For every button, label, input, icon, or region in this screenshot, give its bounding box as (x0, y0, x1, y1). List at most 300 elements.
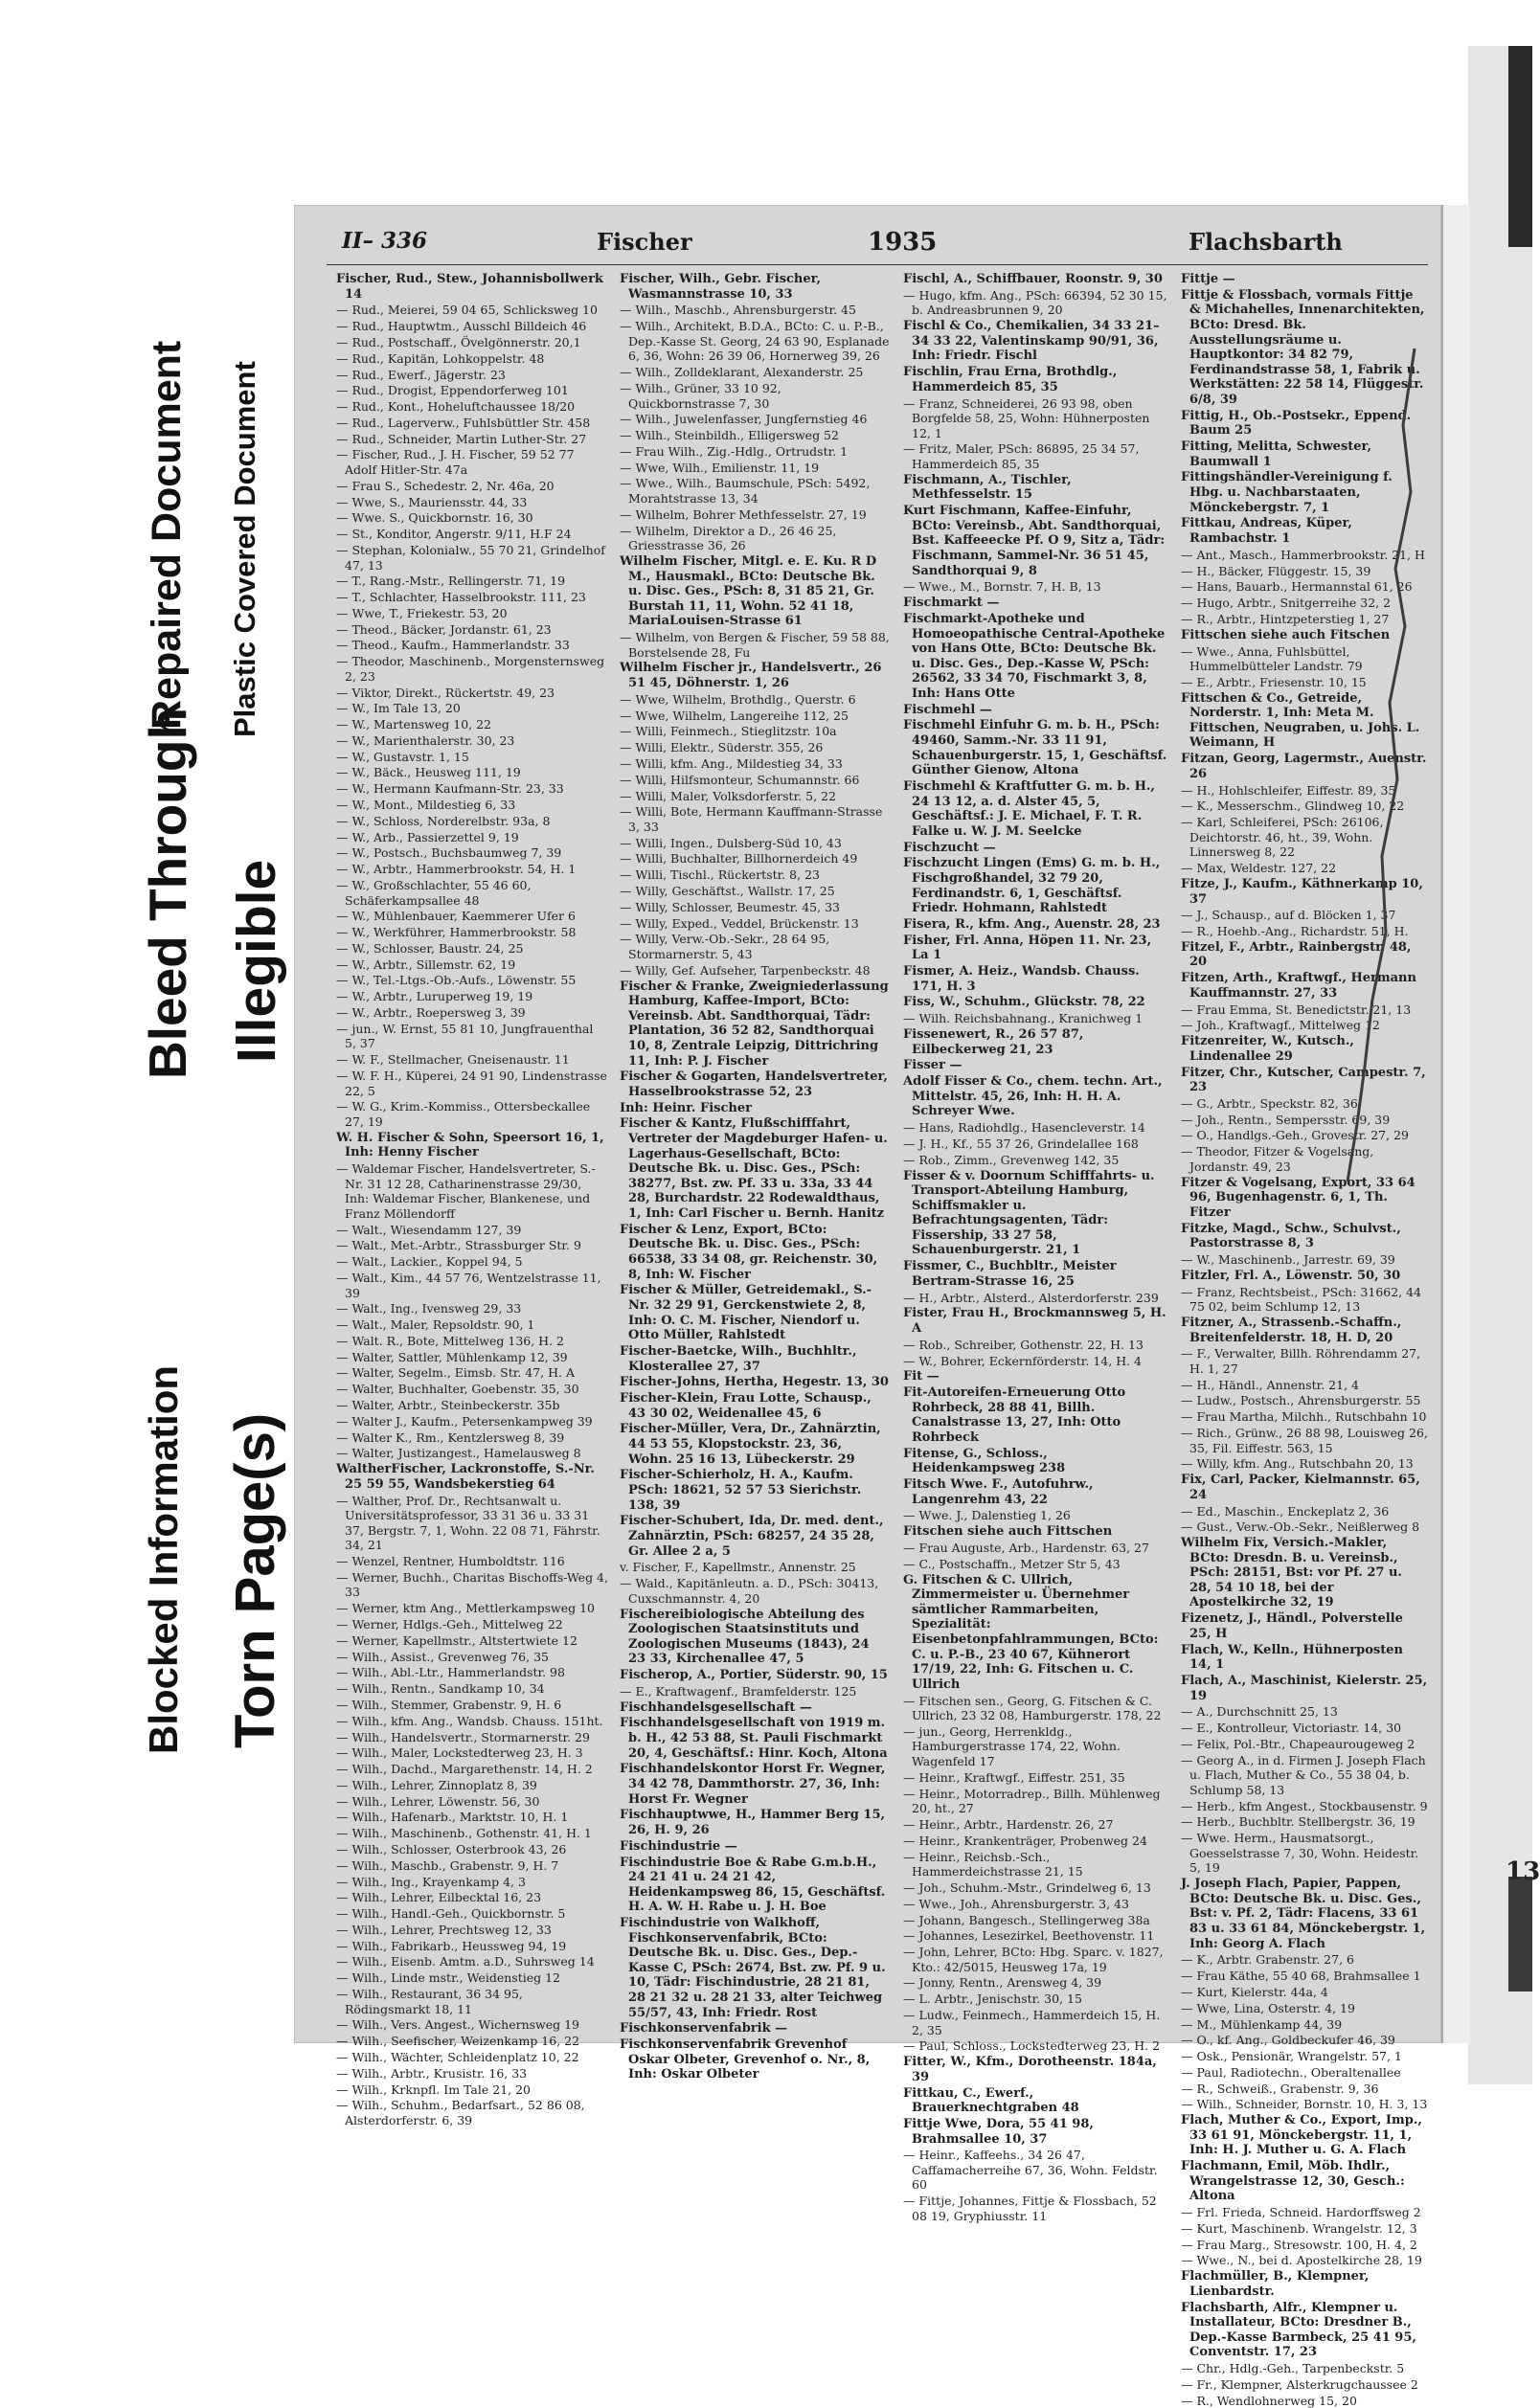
directory-entry: — Franz, Schneiderei, 26 93 98, oben Borgfelde 58, 25, Wohn: Hühnerposten 12, 1 (903, 395, 1150, 440)
directory-entry: — Hugo, kfm. Ang., PSch: 66394, 52 30 15, b. Andreasbrunnen 9, 20 (903, 287, 1167, 318)
directory-entry: Fischzucht Lingen (Ems) G. m. b. H., Fischgroßhandel, 32 79 20, Ferdinandstr. 6, 1, Geschäftsf. Friedr. Hohmann, Rahlstedt (903, 856, 1161, 916)
directory-entry: — W., Martensweg 10, 22 (336, 717, 491, 732)
directory-entry: — Heinr., Motorradrep., Billh. Mühlenweg 20, ht., 27 (903, 1786, 1161, 1816)
directory-entry: — Wilh., Maschb., Grabenstr. 9, H. 7 (336, 1857, 559, 1873)
directory-entry: — Willy, kfm. Ang., Rutschbahn 20, 13 (1181, 1456, 1414, 1472)
directory-entry: Fisser & v. Doornum Schifffahrts- u. Transport-Abteilung Hamburg, Schiffsmakler u. Befrachtungsagenten, Tädr: Fissership, 33 27 58, Schauenburgerstr. 21, 1 (903, 1168, 1155, 1258)
directory-entry: — Wilh., Schuhm., Bedarfsart., 52 86 08, Alsterdorferstr. 6, 39 (336, 2098, 585, 2127)
directory-entry: — R., Hoehb.-Ang., Richardstr. 51, H. (1181, 924, 1409, 939)
directory-entry: — Franz, Rechtsbeist., PSch: 31662, 44 75 02, beim Schlump 12, 13 (1181, 1284, 1422, 1315)
directory-entry: Fischmehl — (903, 702, 992, 717)
directory-entry: — Wilh., Hafenarb., Marktstr. 10, H. 1 (336, 1810, 569, 1825)
directory-entry: — W. G., Krim.-Kommiss., Ottersbeckallee 27, 19 (336, 1099, 591, 1129)
directory-entry: — Karl, Schleiferei, PSch: 26106, Deichtorstr. 46, ht., 39, Wohn. Linnersweg 8, 22 (1181, 815, 1384, 860)
directory-entry: — Wilh., Lehrer, Löwenstr. 56, 30 (336, 1793, 540, 1809)
directory-entry: — Wwe, Wilhelm, Langereihe 112, 25 (620, 708, 849, 723)
directory-entry: — T., Rang.-Mstr., Rellingerstr. 71, 19 (336, 574, 566, 589)
directory-entry: — Willi, Tischl., Rückertstr. 8, 23 (620, 867, 820, 883)
directory-entry: Fischhandelsgesellschaft — (620, 1699, 812, 1715)
directory-entry: — Rich., Grünw., 26 88 98, Louisweg 26, 35, Fil. Eiffestr. 563, 15 (1181, 1426, 1428, 1455)
directory-entry: — W., Maschinenb., Jarrestr. 69, 39 (1181, 1251, 1395, 1267)
directory-entry: — Fittje, Johannes, Fittje & Flossbach, 52 08 19, Gryphiusstr. 11 (903, 2194, 1157, 2223)
label-repaired-document: Repaired Document (144, 340, 190, 730)
directory-entry: — Wilh., Ing., Krayenkamp 4, 3 (336, 1874, 526, 1889)
directory-entry: — Wilh., Restaurant, 36 34 95, Rödingsmarkt 18, 11 (336, 1987, 523, 2016)
directory-entry: — Theodor, Maschinenb., Morgensternsweg 2, 23 (336, 654, 605, 684)
directory-entry: — E., Arbtr., Friesenstr. 10, 15 (1181, 674, 1367, 689)
directory-entry: Fischer-Johns, Hertha, Hegestr. 13, 30 (620, 1375, 889, 1390)
directory-entry: Fischer & Franke, Zweigniederlassung Hamburg, Kaffee-Import, BCto: Vereinsb. Abt. Sandthorquai, Tädr: Plantation, 36 52 82, Sandthorquai 10, 8, Zentrale Leipzig, Dittrichring 11, Inh: P. J. Fischer (620, 979, 889, 1069)
directory-entry: — K., Messerschm., Glindweg 10, 22 (1181, 799, 1405, 814)
directory-entry: Fitzke, Magd., Schw., Schulvst., Pastorstrasse 8, 3 (1181, 1221, 1401, 1251)
directory-entry: — R., Schweiß., Grabenstr. 9, 36 (1181, 2081, 1379, 2096)
header-year: 1935 (868, 228, 938, 257)
directory-entry: — Wwe, Lina, Osterstr. 4, 19 (1181, 2000, 1355, 2015)
directory-entry: — Wilhelm, Direktor a D., 26 46 25, Griesstrasse 36, 26 (620, 523, 837, 553)
directory-entry: Fischindustrie Boe & Rabe G.m.b.H., 24 21 41 u. 24 21 42, Heidenkampsweg 86, 15, Geschäftsf. H. A. W. H. Rabe u. J. H. Boe (620, 1855, 886, 1915)
directory-entry: — Ed., Maschin., Enckeplatz 2, 36 (1181, 1503, 1390, 1519)
directory-entry: — H., Bäcker, Flüggestr. 15, 39 (1181, 563, 1371, 578)
directory-entry: — Frl. Frieda, Schneid. Hardorffsweg 2 (1181, 2205, 1421, 2220)
directory-entry: — Werner, Kapellmstr., Altstertwiete 12 (336, 1632, 578, 1648)
directory-entry: Wilhelm Fischer jr., Handelsvertr., 26 51 45, Döhnerstr. 1, 26 (620, 661, 882, 691)
directory-entry: — Wwe, Wilh., Emilienstr. 11, 19 (620, 460, 820, 475)
directory-entry: — Heinr., Reichsb.-Sch., Hammerdeichstrasse 21, 15 (903, 1849, 1083, 1879)
directory-entry: — Wenzel, Rentner, Humboldtstr. 116 (336, 1554, 565, 1569)
directory-entry: — Rud., Drogist, Eppendorferweg 101 (336, 383, 569, 398)
directory-entry: — W., Marienthalerstr. 30, 23 (336, 732, 515, 748)
directory-entry: — John, Lehrer, BCto: Hbg. Sparc. v. 1827, Kto.: 42/5015, Heusweg 17a, 19 (903, 1945, 1164, 1974)
directory-entry: — L. Arbtr., Jenischstr. 30, 15 (903, 1992, 1082, 2007)
directory-entry: — Rud., Kont., Hoheluftchaussee 18/20 (336, 399, 576, 415)
directory-entry: — Wilh., Vers. Angest., Wichernsweg 19 (336, 2017, 580, 2033)
directory-entry: Fittschen siehe auch Fitschen (1181, 627, 1391, 642)
directory-entry: Flach, W., Kelln., Hühnerposten 14, 1 (1181, 1642, 1403, 1673)
directory-entry: — Theodor, Fitzer & Vogelsang, Jordanstr. 49, 23 (1181, 1144, 1374, 1174)
directory-entry: Fitzenreiter, W., Kutsch., Lindenallee 29 (1181, 1034, 1354, 1064)
directory-entry: — Willi, Maler, Volksdorferstr. 5, 22 (620, 788, 836, 803)
directory-entry: — Frau Käthe, 55 40 68, Brahmsallee 1 (1181, 1969, 1421, 1984)
directory-entry: — Theod., Bäcker, Jordanstr. 61, 23 (336, 621, 552, 637)
directory-entry: Fischer & Gogarten, Handelsvertreter, Hasselbrookstrasse 52, 23 (620, 1069, 888, 1099)
directory-entry: — Frau Wilh., Zig.-Hdlg., Ortrudstr. 1 (620, 443, 849, 459)
directory-entry: — W., Tel.-Ltgs.-Ob.-Aufs., Löwenstr. 55 (336, 973, 577, 988)
directory-entry: — W., Werkführer, Hammerbrookstr. 58 (336, 925, 577, 940)
directory-entry: Kurt Fischmann, Kaffee-Einfuhr, BCto: Vereinsb., Abt. Sandthorquai, Bst. Kaffeeecke Pf. O 9, Sitz a, Tädr: Fischmann, Sammel-Nr. 36 51 45, Sandthorquai 9, 8 (903, 504, 1166, 578)
directory-entry: — Kurt, Maschinenb. Wrangelstr. 12, 3 (1181, 2220, 1417, 2236)
directory-entry: — Rud., Lagerverw., Fuhlsbüttler Str. 458 (336, 415, 591, 430)
directory-entry: — Hans, Bauarb., Hermannstal 61, 26 (1181, 579, 1413, 595)
directory-entry: — Wwe., M., Bornstr. 7, H. B, 13 (903, 579, 1101, 595)
directory-entry: Fischl, A., Schiffbauer, Roonstr. 9, 30 (903, 272, 1163, 286)
directory-entry: — Chr., Hdlg.-Geh., Tarpenbeckstr. 5 (1181, 2361, 1405, 2376)
directory-entry: — E., Kraftwagenf., Bramfelderstr. 125 (620, 1683, 857, 1699)
directory-entry: Fitense, G., Schloss., Heidenkampsweg 238 (903, 1446, 1066, 1476)
directory-entry: Fitzer, Chr., Kutscher, Campestr. 7, 23 (1181, 1065, 1426, 1095)
scanned-page (294, 205, 1441, 2408)
header-first-name: Fischer (597, 228, 692, 256)
directory-entry: Fischmehl & Kraftfutter G. m. b. H., 24 13 12, a. d. Alster 45, 5, Geschäftsf.: J. E. Michael, F. T. R. Falke u. W. J. M. Seelcke (903, 779, 1155, 839)
directory-entry: Fitzan, Georg, Lagermstr., Auenstr. 26 (1181, 752, 1427, 781)
directory-entry: Fitzner, A., Strassenb.-Schaffn., Breitenfelderstr. 18, H. D, 20 (1181, 1315, 1402, 1345)
directory-entry: — Osk., Pensionär, Wrangelstr. 57, 1 (1181, 2049, 1402, 2064)
directory-entry: Fischmarkt — (903, 596, 1000, 611)
directory-entry: Wilhelm Fix, Versich.-Makler, BCto: Dresdn. B. u. Vereinsb., PSch: 28151, Bst: vor Pf. 27 u. 28, 54 10 18, bei der Apostelkirche 32, 19 (1181, 1536, 1402, 1610)
directory-entry: — W., Schloss, Norderelbstr. 93a, 8 (336, 813, 551, 828)
label-plastic-covered-document: Plastic Covered Document (228, 361, 261, 737)
directory-entry: — Wwe., N., bei d. Apostelkirche 28, 19 (1181, 2253, 1422, 2268)
label-torn-pages: Torn Page(s) (224, 1412, 286, 1748)
directory-entry: — Walter, Arbtr., Steinbeckerstr. 35b (336, 1398, 560, 1413)
directory-entry: Fischhandelsgesellschaft von 1919 m. b. H., 42 53 88, St. Pauli Fischmarkt 20, 4, Geschäftsf.: Hinr. Koch, Altona (620, 1716, 888, 1761)
directory-entry: — Wilh., Fabrikarb., Heussweg 94, 19 (336, 1938, 567, 1953)
directory-entry: — Wilh., Schneider, Bornstr. 10, H. 3, 13 (1181, 2097, 1428, 2112)
directory-entry: Fister, Frau H., Brockmannsweg 5, H. A (903, 1306, 1166, 1336)
directory-entry: — Frau S., Schedestr. 2, Nr. 46a, 20 (336, 478, 555, 493)
directory-entry: Fittig, H., Ob.-Postsekr., Eppend. Baum 25 (1181, 408, 1412, 439)
directory-entry: — Wilhelm, Bohrer Methfesselstr. 27, 19 (620, 506, 867, 522)
directory-entry: Fit-Autoreifen-Erneuerung Otto Rohrbeck, 28 88 41, Billh. Canalstrasse 13, 27, Inh: Otto Rohrbeck (903, 1385, 1126, 1445)
directory-entry: — St., Konditor, Angerstr. 9/11, H.F 24 (336, 527, 572, 542)
directory-entry: — W., Gustavstr. 1, 15 (336, 749, 469, 764)
directory-entry: — Heinr., Kaffeehs., 34 26 47, Caffamacherreihe 67, 36, Wohn. Feldstr. 60 (903, 2148, 1158, 2193)
directory-entry: — Wwe, Wilhelm, Brothdlg., Querstr. 6 (620, 691, 856, 707)
page-number: II– 336 (342, 228, 428, 254)
directory-entry: — Wilh., Schlosser, Osterbrook 43, 26 (336, 1841, 567, 1857)
directory-entry: — Walt., Met.-Arbtr., Strassburger Str. 9 (336, 1238, 581, 1253)
directory-entry: — Willy, Verw.-Ob.-Sekr., 28 64 95, Stormarnerstr. 5, 43 (620, 932, 830, 961)
directory-entry: Fischer-Schubert, Ida, Dr. med. dent., Zahnärztin, PSch: 68257, 24 35 28, Gr. Allee 2 a, 5 (620, 1514, 884, 1559)
directory-entry: — J. H., Kf., 55 37 26, Grindelallee 168 (903, 1136, 1139, 1151)
directory-entry: — Paul, Radiotechn., Oberaltenallee (1181, 2064, 1401, 2080)
directory-entry: Fischl & Co., Chemikalien, 34 33 21–34 33 22, Valentinskamp 90/91, 36, Inh: Friedr. Fischl (903, 319, 1160, 364)
directory-entry: — M., Mühlenkamp 44, 39 (1181, 2016, 1343, 2032)
directory-entry: — W. F. H., Küperei, 24 91 90, Lindenstrasse 22, 5 (336, 1068, 607, 1098)
directory-entry: — Wilh., Lehrer, Prechtsweg 12, 33 (336, 1922, 552, 1937)
directory-entry: — Wwe, S., Mauriensstr. 44, 33 (336, 494, 528, 509)
directory-entry: — Walter K., Rm., Kentzlersweg 8, 39 (336, 1429, 565, 1445)
directory-entry: — A., Durchschnitt 25, 13 (1181, 1704, 1338, 1720)
header-last-name: Flachsbarth (1189, 228, 1343, 256)
directory-entry: Fit — (903, 1369, 940, 1384)
directory-entry: — Wwe. S., Quickbornstr. 16, 30 (336, 510, 533, 526)
directory-entry: Fisera, R., kfm. Ang., Auenstr. 28, 23 (903, 916, 1161, 932)
directory-entry: — Herb., Buchbltr. Stellbergstr. 36, 19 (1181, 1814, 1415, 1830)
directory-entry: Fischkonservenfabrik Grevenhof Oskar Olbeter, Grevenhof o. Nr., 8, Inh: Oskar Olbeter (620, 2037, 871, 2082)
directory-entry: Fischindustrie von Walkhoff, Fischkonservenfabrik, BCto: Deutsche Bk. u. Disc. Ges., Dep.-Kasse C, PSch: 2674, Bst. zw. Pf. 9 u. 10, Tädr: Fischindustrie, 28 21 81, 28 21 32 u. 28 21 33, alter Teichweg 55/57, 43, Inh: Friedr. Rost (620, 1916, 886, 2020)
directory-entry: Fischmehl Einfuhr G. m. b. H., PSch: 49460, Samm.-Nr. 33 11 91, Schauenburgerstr. 15, 1, Geschäftsf. Günther Gienow, Altona (903, 718, 1167, 778)
directory-entry: — Rob., Zimm., Grevenweg 142, 35 (903, 1152, 1120, 1167)
directory-entry: — Walt., Ing., Ivensweg 29, 33 (336, 1301, 522, 1317)
directory-entry: — Max, Weldestr. 127, 22 (1181, 861, 1337, 876)
directory-entry: Fitzen, Arth., Kraftwgf., Hermann Kauffmannstr. 27, 33 (1181, 971, 1416, 1001)
directory-entry: Flachsbarth, Alfr., Klempner u. Installateur, BCto: Dresdner B., Dep.-Kasse Barmbeck, 25 41 95, Conventstr. 17, 23 (1181, 2300, 1416, 2360)
directory-entry: — Walt., Kim., 44 57 76, Wentzelstrasse 11, 39 (336, 1270, 601, 1300)
directory-entry: — Johannes, Lesezirkel, Beethovenstr. 11 (903, 1928, 1155, 1944)
directory-entry: — W., Postsch., Buchsbaumweg 7, 39 (336, 845, 562, 861)
directory-entry: — Willi, Ingen., Dulsberg-Süd 10, 43 (620, 835, 842, 850)
directory-entry: — Hans, Radiohdlg., Hasencleverstr. 14 (903, 1120, 1145, 1136)
directory-entry: — Willi, Bote, Hermann Kauffmann-Strasse 3, 33 (620, 804, 883, 834)
directory-entry: — Willi, Feinmech., Stieglitzstr. 10a (620, 724, 837, 739)
directory-entry: — Paul, Schloss., Lockstedterweg 23, H. 2 (903, 2038, 1161, 2054)
directory-entry: — Jonny, Rentn., Arensweg 4, 39 (903, 1975, 1102, 1991)
directory-entry: — jun., W. Ernst, 55 81 10, Jungfrauenthal 5, 37 (336, 1021, 594, 1051)
directory-entry: — Wilh., Zolldeklarant, Alexanderstr. 25 (620, 365, 864, 380)
directory-entry: — T., Schlachter, Hasselbrookstr. 111, 23 (336, 590, 586, 605)
directory-entry: — Wwe., Wilh., Baumschule, PSch: 5492, Morahtstrasse 13, 34 (620, 476, 871, 506)
directory-entry: — Walter, Sattler, Mühlenkamp 12, 39 (336, 1349, 568, 1364)
directory-entry: — Walt. R., Bote, Mittelweg 136, H. 2 (336, 1333, 564, 1348)
directory-entry: — E., Kontrolleur, Victoriastr. 14, 30 (1181, 1721, 1402, 1736)
directory-entry: Fitter, W., Kfm., Dorotheenstr. 184a, 39 (903, 2055, 1157, 2084)
directory-entry: Fischer & Müller, Getreidemakl., S.-Nr. 32 29 91, Gerckenstwiete 2, 8, Inh: O. C. M. Fischer, Niendorf u. Otto Müller, Rahlstedt (620, 1283, 872, 1343)
edge-page-number: 13 (1506, 1857, 1540, 1886)
directory-entry: — Heinr., Krankenträger, Probenweg 24 (903, 1833, 1147, 1848)
page-fold-strip (1441, 205, 1470, 2043)
directory-entry: — Kurt, Kielerstr. 44a, 4 (1181, 1984, 1328, 1999)
tear-crack (294, 205, 1441, 2043)
directory-entry: Fittschen & Co., Getreide, Norderstr. 1, Inh: Meta M. Fittschen, Neugraben, u. Johs. L. Weimann, H (1181, 690, 1420, 751)
directory-entry: W. H. Fischer & Sohn, Speersort 16, 1, Inh: Henny Fischer (336, 1130, 604, 1160)
directory-entry: — O., Handlgs.-Geh., Grovestr. 27, 29 (1181, 1128, 1409, 1143)
directory-entry: — W., Schlosser, Baustr. 24, 25 (336, 940, 524, 956)
directory-entry: — Wwe., Joh., Ahrensburgerstr. 3, 43 (903, 1896, 1129, 1911)
directory-entry: — Herb., kfm Angest., Stockbausenstr. 9 (1181, 1798, 1428, 1813)
directory-entry: Fisser — (903, 1058, 962, 1073)
directory-entry: — Wwe, T., Friekestr. 53, 20 (336, 605, 508, 620)
directory-entry: — Walt., Wiesendamm 127, 39 (336, 1222, 522, 1237)
directory-entry: — Wilhelm, von Bergen & Fischer, 59 58 88, Borstelsende 28, Fu (620, 630, 890, 660)
directory-entry: Fischhauptwwe, H., Hammer Berg 15, 26, H. 9, 26 (620, 1808, 886, 1837)
directory-entry: J. Joseph Flach, Papier, Pappen, BCto: Deutsche Bk. u. Disc. Ges., Bst: v. Pf. 2, Tädr: Flacens, 33 61 83 u. 33 61 84, Mönckebergstr. 1, Inh: Georg A. Flach (1181, 1877, 1426, 1951)
directory-entry: Fischer-Schierholz, H. A., Kaufm. PSch: 18621, 52 57 53 Sierichstr. 138, 39 (620, 1468, 862, 1513)
directory-entry: — Frau Martha, Milchh., Rutschbahn 10 (1181, 1409, 1427, 1425)
directory-entry: G. Fitschen & C. Ullrich, Zimmermeister u. Übernehmer sämtlicher Rammarbeiten, Spezialität: Eisenbetonpfahlrammungen, BCto: C. u. P.-B., 23 40 67, Kühnerort 17/19, 22, Inh: G. Fitschen u. C. Ullrich (903, 1572, 1159, 1692)
directory-entry: — Walter, Justizangest., Hamelausweg 8 (336, 1446, 581, 1461)
directory-entry: — Walter, Segelm., Eimsb. Str. 47, H. A (336, 1365, 575, 1381)
directory-entry: — Wilh., Arbtr., Krusistr. 16, 33 (336, 2065, 528, 2081)
directory-entry: — Rud., Kapitän, Lohkoppelstr. 48 (336, 350, 545, 366)
directory-entry: — W., Großschlachter, 55 46 60, Schäferkampsallee 48 (336, 877, 532, 908)
directory-entry: Fittingshändler-Vereinigung f. Hbg. u. Nachbarstaaten, Mönckebergstr. 7, 1 (1181, 470, 1393, 515)
directory-entry: — Werner, Hdlgs.-Geh., Mittelweg 22 (336, 1617, 563, 1632)
directory-entry: Adolf Fisser & Co., chem. techn. Art., Mittelstr. 45, 26, Inh: H. H. A. Schreyer Wwe. (903, 1074, 1163, 1119)
directory-entry: — W., Arbtr., Roepersweg 3, 39 (336, 1005, 526, 1020)
directory-entry: Fittje — (1181, 272, 1235, 286)
directory-entry: — Wwe., Anna, Fuhlsbüttel, Hummelbütteler Landstr. 79 (1181, 643, 1363, 674)
directory-entry: Flach, A., Maschinist, Kielerstr. 25, 19 (1181, 1674, 1428, 1703)
book-edge (1468, 46, 1532, 2084)
directory-entry: — Wilh., Seefischer, Weizenkamp 16, 22 (336, 2034, 580, 2049)
directory-entry: — W., Arbtr., Luruperweg 19, 19 (336, 989, 533, 1004)
directory-entry: — Ludw., Postsch., Ahrensburgerstr. 55 (1181, 1393, 1421, 1408)
directory-entry: — Heinr., Kraftwgf., Eiffestr. 251, 35 (903, 1769, 1125, 1785)
directory-entry: Fischhandelskontor Horst Fr. Wegner, 34 42 78, Dammthorstr. 27, 36, Inh: Horst Fr. Wegner (620, 1762, 886, 1807)
directory-entry: — Rob., Schreiber, Gothenstr. 22, H. 13 (903, 1337, 1144, 1352)
directory-entry: — Werner, Buchh., Charitas Bischoffs-Weg 4, 33 (336, 1569, 608, 1600)
directory-entry: — Walther, Prof. Dr., Rechtsanwalt u. Universitätsprofessor, 33 31 36 u. 33 31 37, Bergstr. 7, 1, Wohn. 22 08 71, Fährstr. 34, 21 (336, 1493, 600, 1553)
directory-entry: Fismer, A. Heiz., Wandsb. Chauss. 171, H. 3 (903, 964, 1140, 994)
directory-entry: — Rud., Postschaff., Övelgönnerstr. 20,1 (336, 334, 581, 349)
directory-entry: Fitzel, F., Arbtr., Rainbergstr. 48, 20 (1181, 939, 1412, 970)
directory-entry: — jun., Georg, Herrenkldg., Hamburgerstrasse 174, 22, Wohn. Wagenfeld 17 (903, 1723, 1121, 1769)
directory-entry: — W., Bäck., Heusweg 111, 19 (336, 765, 521, 780)
directory-entry: Fisher, Frl. Anna, Höpen 11. Nr. 23, La 1 (903, 933, 1152, 963)
directory-entry: Fischer-Baetcke, Wilh., Buchhltr., Klosterallee 27, 37 (620, 1343, 857, 1374)
directory-entry: — Walter J., Kaufm., Petersenkampweg 39 (336, 1413, 593, 1429)
directory-entry: — H., Händl., Annenstr. 21, 4 (1181, 1377, 1359, 1392)
directory-entry: Fitzler, Frl. A., Löwenstr. 50, 30 (1181, 1268, 1401, 1283)
directory-entry: — W., Im Tale 13, 20 (336, 701, 461, 716)
directory-entry: — Wilh., kfm. Ang., Wandsb. Chauss. 151ht. (336, 1713, 603, 1728)
directory-entry: Fittje Wwe, Dora, 55 41 98, Brahmsallee 10, 37 (903, 2116, 1094, 2147)
directory-entry: — Joh., Schuhm.-Mstr., Grindelweg 6, 13 (903, 1879, 1151, 1895)
directory-entry: — Fr., Klempner, Alsterkrugchaussee 2 (1181, 2376, 1418, 2392)
directory-entry: — Georg A., in d. Firmen J. Joseph Flach u. Flach, Muther & Co., 55 38 04, b. Schlump 58, 13 (1181, 1752, 1426, 1797)
directory-entry: — Rud., Schneider, Martin Luther-Str. 27 (336, 431, 587, 446)
directory-entry: — Werner, ktm Ang., Mettlerkampsweg 10 (336, 1601, 595, 1616)
directory-entry: Fittje & Flossbach, vormals Fittje & Michahelles, Innenarchitekten, BCto: Dresd. Bk. Ausstellungsräume u. Hauptkontor: 34 82 79, Ferdinandstrasse 58, 1, Fabrik u. Werkstätten: 22 58 14, Flüggestr. 6/8, 39 (1181, 287, 1425, 407)
book-edge-shadow-bottom (1508, 1877, 1532, 1992)
directory-entry: — Felix, Pol.-Btr., Chapeaurougeweg 2 (1181, 1736, 1415, 1751)
directory-entry: — Wilh., Architekt, B.D.A., BCto: C. u. P.-B., Dep.-Kasse St. Georg, 24 63 90, Esplanade 6, 36, Wohn: 26 39 06, Hornerweg 39, 26 (620, 319, 890, 364)
directory-entry: — Wilh., Lehrer, Zinnoplatz 8, 39 (336, 1777, 537, 1792)
directory-entry: — R., Arbtr., Hintzpeterstieg 1, 27 (1181, 611, 1390, 626)
directory-entry: — Willi, kfm. Ang., Mildestieg 34, 33 (620, 755, 843, 771)
directory-entry: — Wilh., Maler, Lockstedterweg 23, H. 3 (336, 1745, 583, 1761)
directory-entry: Flach, Muther & Co., Export, Imp., 33 61 91, Mönckebergstr. 11, 1, Inh: H. J. Muther u. G. A. Flach (1181, 2113, 1422, 2158)
directory-entry: Fischer-Müller, Vera, Dr., Zahnärztin, 44 53 55, Klopstockstr. 23, 36, Wohn. 25 16 13, Lübeckerstr. 29 (620, 1422, 881, 1467)
directory-entry: Fizenetz, J., Händl., Polverstelle 25, H (1181, 1611, 1403, 1641)
directory-entry: Fischer, Rud., Stew., Johannisbollwerk 14 (336, 272, 603, 302)
directory-entry: — Wilh., Abl.-Ltr., Hammerlandstr. 98 (336, 1665, 565, 1680)
directory-entry: Fischereibiologische Abteilung des Zoologischen Staatsinstituts und Zoologischen Museums (1843), 24 23 33, Kirchenallee 47, 5 (620, 1607, 870, 1667)
directory-entry: Fischer-Klein, Frau Lotte, Schausp., 43 30 02, Weidenallee 45, 6 (620, 1391, 872, 1421)
directory-entry: — Wilh., Handl.-Geh., Quickbornstr. 5 (336, 1906, 566, 1922)
directory-entry: — Rud., Hauptwtm., Ausschl Billdeich 46 (336, 319, 587, 334)
directory-entry: — Fritz, Maler, PSch: 86895, 25 34 57, Hammerdeich 85, 35 (903, 441, 1140, 472)
book-edge-shadow-top (1508, 46, 1532, 247)
directory-entry: — Wilh., Steinbildh., Elligersweg 52 (620, 428, 839, 443)
directory-entry: — Wilh., Lehrer, Eilbecktal 16, 23 (336, 1890, 542, 1905)
directory-entry: — C., Postschaffn., Metzer Str 5, 43 (903, 1556, 1121, 1571)
directory-entry: — Wilh., Eisenb. Amtm. a.D., Suhrsweg 14 (336, 1954, 595, 1969)
directory-entry: — Wilh., Maschinenb., Gothenstr. 41, H. 1 (336, 1826, 592, 1841)
directory-entry: — Willy, Geschäftst., Wallstr. 17, 25 (620, 884, 835, 899)
directory-entry: — Fischer, Rud., J. H. Fischer, 59 52 77 Adolf Hitler-Str. 47a (336, 447, 575, 477)
directory-entry: — Willy, Gef. Aufseher, Tarpenbeckstr. 48 (620, 962, 871, 978)
directory-entry: — Willi, Hilfsmonteur, Schumannstr. 66 (620, 772, 860, 787)
directory-entry: — Wilh., Juwelenfasser, Jungfernstieg 46 (620, 412, 868, 427)
directory-entry: — Hugo, Arbtr., Snitgerreihe 32, 2 (1181, 596, 1392, 611)
directory-entry: — J., Schausp., auf d. Blöcken 1, 37 (1181, 908, 1396, 923)
directory-entry: Fischer & Kantz, Flußschifffahrt, Vertreter der Magdeburger Hafen- u. Lagerhaus-Gesellschaft, BCto: Deutsche Bk. u. Disc. Ges., PSch: 38277, Bst. zw. Pf. 33 u. 33a, 33 44 28, Burchardstr. 22 Rodewaldthaus, 1, Inh: Carl Fischer u. Bernh. Hanitz (620, 1116, 888, 1221)
directory-entry: Fischer, Wilh., Gebr. Fischer, Wasmannstrasse 10, 33 (620, 272, 822, 302)
directory-entry: — Wilh., Maschb., Ahrensburgerstr. 45 (620, 303, 856, 318)
directory-entry: — Wwe. Herm., Hausmatsorgt., Goesselstrasse 7, 30, Wohn. Heidestr. 5, 19 (1181, 1831, 1419, 1876)
directory-entry: — Walt., Lackier., Koppel 94, 5 (336, 1254, 523, 1270)
directory-entry: — W., Arbtr., Sillemstr. 62, 19 (336, 956, 516, 972)
directory-entry: — H., Hohlschleifer, Eiffestr. 89, 35 (1181, 782, 1396, 798)
directory-entry: — F., Verwalter, Billh. Röhrendamm 27, H. 1, 27 (1181, 1346, 1421, 1376)
directory-entry: — Ant., Masch., Hammerbrookstr. 21, H (1181, 547, 1425, 562)
directory-entry: Fitsch Wwe. F., Autofuhrw., Langenrehm 43, 22 (903, 1477, 1094, 1507)
directory-entry: — Willi, Buchhalter, Billhornerdeich 49 (620, 851, 858, 866)
directory-entry: v. Fischer, F., Kapellmstr., Annenstr. 25 (620, 1560, 856, 1575)
directory-entry: — Ludw., Feinmech., Hammerdeich 15, H. 2, 35 (903, 2008, 1161, 2037)
directory-entry: — Frau Emma, St. Benedictstr. 21, 13 (1181, 1001, 1412, 1017)
label-bleed-through: Bleed Through (138, 707, 197, 1079)
directory-entry: Fitting, Melitta, Schwester, Baumwall 1 (1181, 439, 1371, 469)
directory-entry: — Willi, Elektr., Süderstr. 355, 26 (620, 740, 824, 755)
directory-entry: Fissmer, C., Buchbltr., Meister Bertram-Strasse 16, 25 (903, 1259, 1117, 1289)
directory-entry: — Wilh., Krknpfl. Im Tale 21, 20 (336, 2082, 532, 2097)
directory-entry: Fitzer & Vogelsang, Export, 33 64 96, Bugenhagenstr. 6, 1, Th. Fitzer (1181, 1175, 1415, 1220)
directory-entry: — Wald., Kapitänleutn. a. D., PSch: 30413, Cuxschmannstr. 4, 20 (620, 1576, 879, 1606)
directory-entry: — Rud., Ewerf., Jägerstr. 23 (336, 367, 506, 382)
directory-entry: — Wilh., Stemmer, Grabenstr. 9, H. 6 (336, 1697, 562, 1712)
directory-entry: — O., kf. Ang., Goldbeckufer 46, 39 (1181, 2033, 1395, 2048)
directory-entry: Fischindustrie — (620, 1838, 737, 1854)
directory-entry: Fittkau, C., Ewerf., Brauerknechtgraben 48 (903, 2085, 1079, 2116)
directory-entry: — Viktor, Direkt., Rückertstr. 49, 23 (336, 685, 555, 700)
directory-entry: Fischlin, Frau Erna, Brothdlg., Hammerdeich 85, 35 (903, 365, 1118, 394)
directory-entry: — Wilh., Dachd., Margarethenstr. 14, H. 2 (336, 1762, 593, 1777)
directory-entry: — Rud., Meierei, 59 04 65, Schlicksweg 10 (336, 303, 598, 318)
directory-entry: — W., Mühlenbauer, Kaemmerer Ufer 6 (336, 909, 576, 924)
directory-entry: Fischzucht — (903, 840, 996, 855)
directory-entry: Fiss, W., Schuhm., Glückstr. 78, 22 (903, 995, 1145, 1010)
directory-entry: Flachmann, Emil, Möb. Ihdlr., Wrangelstrasse 12, 30, Gesch.: Altona (1181, 2159, 1405, 2204)
directory-entry: — Wilh., Rentn., Sandkamp 10, 34 (336, 1681, 545, 1697)
directory-entry: — Frau Auguste, Arb., Hardenstr. 63, 27 (903, 1541, 1149, 1555)
directory-entry: — Johann, Bangesch., Stellingerweg 38a (903, 1912, 1150, 1927)
directory-entry: Inh: Heinr. Fischer (620, 1100, 752, 1115)
directory-entry: — Heinr., Arbtr., Hardenstr. 26, 27 (903, 1817, 1114, 1832)
directory-entry: — Fitschen sen., Georg, G. Fitschen & C. Ullrich, 23 32 08, Hamburgerstr. 178, 22 (903, 1693, 1162, 1723)
directory-entry: Fix, Carl, Packer, Kielmannstr. 65, 24 (1181, 1473, 1420, 1502)
directory-entry: Fischmarkt-Apotheke und Homoeopathische Central-Apotheke von Hans Otte, BCto: Deutsche Bk. u. Disc. Ges., Dep.-Kasse W, PSch: 26562, 33 34 70, Fischmarkt 3, 8, Inh: Hans Otte (903, 611, 1166, 701)
directory-entry: — Frau Marg., Stresowstr. 100, H. 4, 2 (1181, 2237, 1417, 2252)
directory-entry: — Wwe. J., Dalenstieg 1, 26 (903, 1508, 1071, 1523)
directory-entry: Wilhelm Fischer, Mitgl. e. E. Ku. R D M., Hausmakl., BCto: Deutsche Bk. u. Disc. Ges., PSch: 8, 31 85 21, Gr. Burstah 11, 11, Wohn. 52 41 18, MariaLouisen-Strasse 61 (620, 553, 877, 629)
directory-entry: — Wilh., Assist., Grevenweg 76, 35 (336, 1649, 549, 1664)
label-blocked-information: Blocked Information (141, 1364, 186, 1754)
directory-entry: — W., Hermann Kaufmann-Str. 23, 33 (336, 781, 564, 797)
directory-entry: — Wilh., Linde mstr., Weidenstieg 12 (336, 1970, 560, 1986)
directory-entry: — H., Arbtr., Alsterd., Alsterdorferstr. 239 (903, 1290, 1159, 1305)
directory-entry: Fischkonservenfabrik — (620, 2021, 788, 2037)
directory-entry: — Walt., Maler, Repsoldstr. 90, 1 (336, 1317, 535, 1333)
directory-entry: — R., Wendlohnerweg 15, 20 (1181, 2393, 1357, 2408)
directory-entry: — Wilh. Reichsbahnang., Kranichweg 1 (903, 1011, 1144, 1026)
directory-entry: — K., Arbtr. Grabenstr. 27, 6 (1181, 1952, 1354, 1968)
directory-entry: Fischerop, A., Portier, Süderstr. 90, 15 (620, 1668, 888, 1683)
label-illegible: Illegible (226, 859, 287, 1063)
directory-entry: — W., Arb., Passierzettel 9, 19 (336, 829, 519, 844)
directory-entry: Fischmann, A., Tischler, Methfesselstr. 15 (903, 472, 1072, 503)
directory-entry: — W., Mont., Mildestieg 6, 33 (336, 798, 516, 813)
directory-entry: — Willy, Schlosser, Beumestr. 45, 33 (620, 899, 840, 914)
directory-entry: — W. F., Stellmacher, Gneisenaustr. 11 (336, 1052, 570, 1068)
directory-entry: — Joh., Kraftwagf., Mittelweg 12 (1181, 1018, 1380, 1033)
directory-entry: — Walter, Buchhalter, Goebenstr. 35, 30 (336, 1382, 579, 1397)
directory-entry: — Gust., Verw.-Ob.-Sekr., Neißlerweg 8 (1181, 1519, 1420, 1535)
directory-entry: — W., Arbtr., Hammerbrookstr. 54, H. 1 (336, 862, 577, 877)
directory-entry: — Willy, Exped., Veddel, Brückenstr. 13 (620, 915, 859, 931)
directory-entry: Flachmüller, B., Klempner, Lienbardstr. (1181, 2269, 1370, 2299)
